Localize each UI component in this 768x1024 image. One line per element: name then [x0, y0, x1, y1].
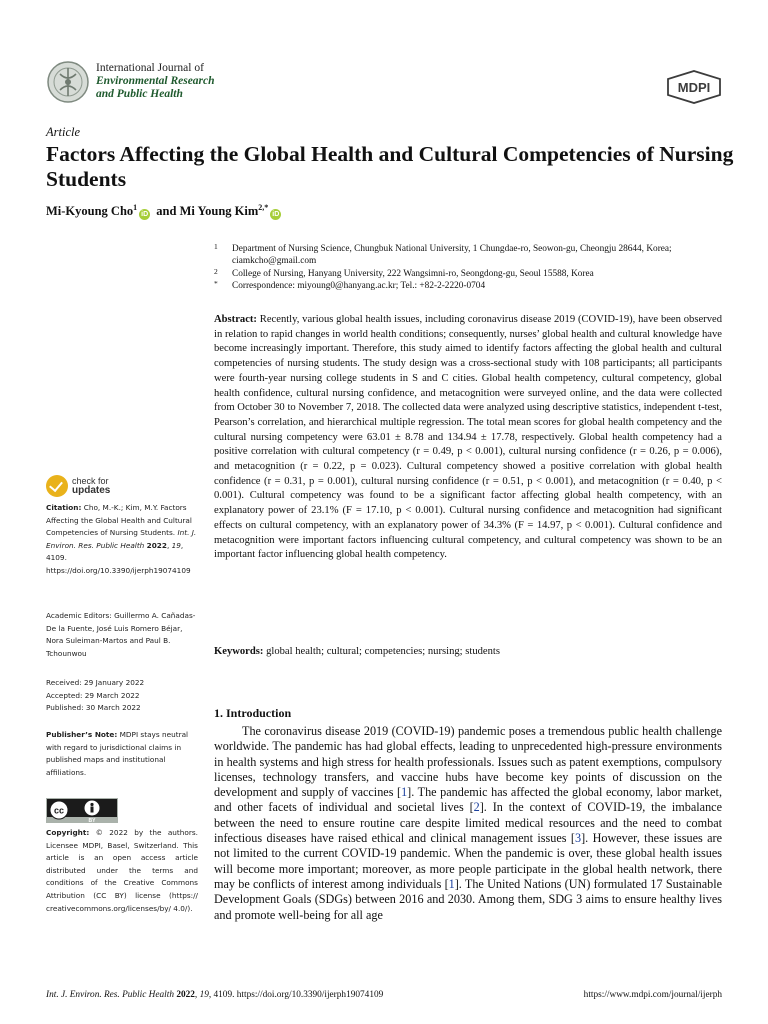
- intro-text: ]. The pandemic has affected the global economy, labor market, and other facets of individual and societal lives [: [214, 785, 722, 815]
- author-name: Mi-Kyoung Cho: [46, 204, 134, 219]
- publisher-note-label: Publisher’s Note:: [46, 730, 118, 739]
- footer-journal: Int. J. Environ. Res. Public Health: [46, 990, 174, 1000]
- reference-link[interactable]: 3: [574, 831, 582, 846]
- journal-name-line3: and Public Health: [96, 88, 183, 100]
- article-type: Article: [46, 125, 81, 139]
- reference-link[interactable]: 1: [448, 876, 455, 891]
- abstract: [214, 313, 722, 563]
- journal-name: [96, 62, 215, 101]
- received-date: Received: 29 January 2022: [46, 678, 145, 687]
- intro-text: ]. In the context of COVID-19, the imbalance between the need to ensure routine care despite limited medical resources and the need to combat infectious diseases have raised ethical and clinical management issues [: [214, 800, 722, 846]
- introduction-paragraph: [214, 724, 722, 923]
- affiliation-list: [214, 243, 734, 292]
- footer-citation: Int. J. Environ. Res. Public Health 2022, 19, 4109. https://doi.org/10.3390/ijerph19074109: [46, 990, 384, 1000]
- footer-year: 2022: [176, 990, 195, 1000]
- check-updates-line1: check for: [72, 476, 109, 486]
- author-list: [46, 203, 284, 220]
- citation-journal: Int. J. Environ. Res. Public Health: [46, 528, 197, 550]
- author-affiliation-mark: 1: [133, 203, 138, 212]
- svg-text:cc: cc: [53, 805, 65, 816]
- orcid-icon[interactable]: iD: [272, 211, 280, 219]
- reference-link[interactable]: 1: [401, 785, 408, 800]
- cc-by-label: BY: [88, 818, 96, 823]
- accepted-date: Accepted: 29 March 2022: [46, 690, 140, 700]
- footer-journal-url-link[interactable]: https://www.mdpi.com/journal/ijerph: [583, 990, 722, 1000]
- publisher-note-text: MDPI stays neutral with regard to jurisdictional claims in published maps and institutional affiliations.: [46, 730, 189, 777]
- intro-text: ]. However, these issues are not limited to the current COVID-19 pandemic. When the pandemic is over, these global health issues will become more important; moreover, as more people participate in the global health network, there may be conflicts of interest among individuals [: [214, 831, 722, 891]
- citation-volume: 19: [171, 540, 181, 550]
- check-for-updates-button[interactable]: [46, 475, 146, 499]
- published-date: Published: 30 March 2022: [46, 703, 141, 713]
- check-updates-line2: updates: [72, 485, 111, 496]
- section-heading-introduction: 1. Introduction: [214, 706, 292, 720]
- cc-by-license-badge[interactable]: [46, 798, 118, 823]
- dates-block: [46, 677, 198, 715]
- affiliation-text: Department of Nursing Science, Chungbuk National University, 1 Chungdae-ro, Seowon-gu, Cheongju 28644, Korea; ciamkcho@gmail.com: [232, 244, 672, 267]
- article-title: Factors Affecting the Global Health and Cultural Competencies of Nursing Students: [46, 142, 734, 191]
- journal-name-line1: International Journal of: [96, 62, 204, 74]
- keywords-label: Keywords:: [214, 646, 264, 657]
- author-affiliation-mark: 2,*: [258, 203, 269, 212]
- citation-block: Citation: Cho, M.-K.; Kim, M.Y. Factors Affecting the Global Health and Cultural Competencies of Nursing Students. Int. J. Environ. Res. Public Health 2022, 19, 4109. https://doi.org/10.3390/ijerph19074109: [46, 503, 197, 575]
- intro-text: ]. The United Nations (UN) formulated 17 Sustainable Development Goals (SDGs) between 2016 and 2030. Among them, SDG 3 aims to ensure healthy lives and promote well-being for all age: [214, 876, 723, 922]
- intro-text: The coronavirus disease 2019 (COVID-19) pandemic poses a tremendous public health challenge worldwide. The pandemic has had global effects, leading to unprecedented high-pressure environments in health systems and high stress for health professionals. Issues such as patent exemptions, compulsory licenses, technology transfers, and vaccine hubs have become key points of discussion on the development and supply of vaccines [: [214, 724, 722, 800]
- citation-doi-link[interactable]: , 4109. https://doi.org/10.3390/ijerph19074109: [46, 540, 191, 575]
- citation-authors: Cho, M.-K.; Kim, M.Y. Factors Affecting the Global Health and Cultural Competencies of Nursing Students.: [46, 503, 192, 538]
- reference-link[interactable]: 2: [473, 800, 480, 815]
- abstract-text: Recently, various global health issues, including coronavirus disease 2019 (COVID-19), have been observed in relation to rapid changes in world health conditions; consequently, nurses’ global health and cultural knowledge have become increasingly important. Therefore, this study aimed to identify factors affecting the global health and cultural competencies of nursing students. The study design was a cross-sectional study with 108 participants; all participants were fourth-year nursing college students in S and C cities. Global health competency, cultural competency, global health confidence, cultural nursing confidence, and metacognition were surveyed online, and the data were collected from October 30 to November 7, 2018. The collected data were analyzed using descriptive statistics, independent t-test, Pearson’s correlation, and hierarchical multiple regression. The total mean scores for global health competency and the cultural nursing competency were 63.01 ± 8.78 and 134.94 ± 17.78, respectively. Global health competency had a positive correlation with cultural competency (r = 0.49, p < 0.001), cultural nursing confidence (r = 0.26, p = 0.006), and metacognition (r = 0.22, p = 0.023). Cultural competency showed a positive correlation with global health confidence (r = 0.31, p = 0.001), cultural nursing confidence (r = 0.51, p < 0.001), and metacognition (r = 0.40, p < 0.001). Cultural competency was found to be a significant factor affecting global health competency, with an explanatory power of 23.1% (F = 17.10, p < 0.001). Cultural nursing confidence and metacognition had significant effects on cultural competency, with an explanatory power of 34.3% (F = 14.97, p < 0.001). Cultural confidence and metacognition were important factors influencing cultural competency, and cultural competency was shown to be an important factor influencing global health competency.: [214, 314, 722, 561]
- journal-name-line2: Environmental Research: [96, 75, 215, 87]
- copyright-block: [46, 827, 198, 915]
- editors-text: Guillermo A. Cañadas-De la Fuente, José Luis Romero Béjar, Nora Suleiman-Martos and Paul B. Tchounwou: [46, 611, 196, 658]
- affiliation-item: [214, 280, 734, 292]
- publisher-name: MDPI: [677, 80, 711, 95]
- editors-block: [46, 610, 198, 660]
- affiliation-mark: 1: [214, 242, 218, 251]
- publisher-note: [46, 729, 198, 779]
- citation-label: Citation:: [46, 503, 82, 512]
- keywords: [214, 645, 722, 659]
- author-name: Mi Young Kim: [179, 204, 259, 219]
- journal-logo-icon: [46, 60, 90, 104]
- keywords-text: global health; cultural; competencies; nursing; students: [266, 646, 500, 657]
- citation-year: 2022: [146, 540, 167, 550]
- affiliation-mark: 2: [214, 266, 218, 276]
- affiliation-text: College of Nursing, Hanyang University, 222 Wangsimni-ro, Seongdong-gu, Seoul 15588, Korea: [232, 268, 594, 279]
- affiliation-text: Correspondence: miyoung0@hanyang.ac.kr; Tel.: +82-2-2220-0704: [232, 280, 486, 291]
- copyright-text: © 2022 by the authors. Licensee MDPI, Basel, Switzerland. This article is an open access article distributed under the terms and conditions of the Creative Commons Attribution (CC BY) license (https:// creativecommons.org/licenses/by/ 4.0/).: [46, 828, 198, 913]
- affiliation-mark: *: [214, 278, 218, 288]
- abstract-label: Abstract:: [214, 314, 257, 325]
- footer-doi-link[interactable]: , 4109. https://doi.org/10.3390/ijerph19074109: [208, 990, 384, 1000]
- publisher-logo-icon: [666, 70, 722, 104]
- checkmark-icon: [46, 475, 68, 497]
- editors-label: Academic Editors:: [46, 611, 112, 620]
- footer-volume: 19: [199, 990, 209, 1000]
- author-joiner: and: [156, 204, 177, 219]
- orcid-icon[interactable]: iD: [141, 211, 149, 219]
- copyright-label: Copyright:: [46, 828, 90, 837]
- affiliation-item: [214, 268, 734, 280]
- affiliation-item: [214, 243, 734, 268]
